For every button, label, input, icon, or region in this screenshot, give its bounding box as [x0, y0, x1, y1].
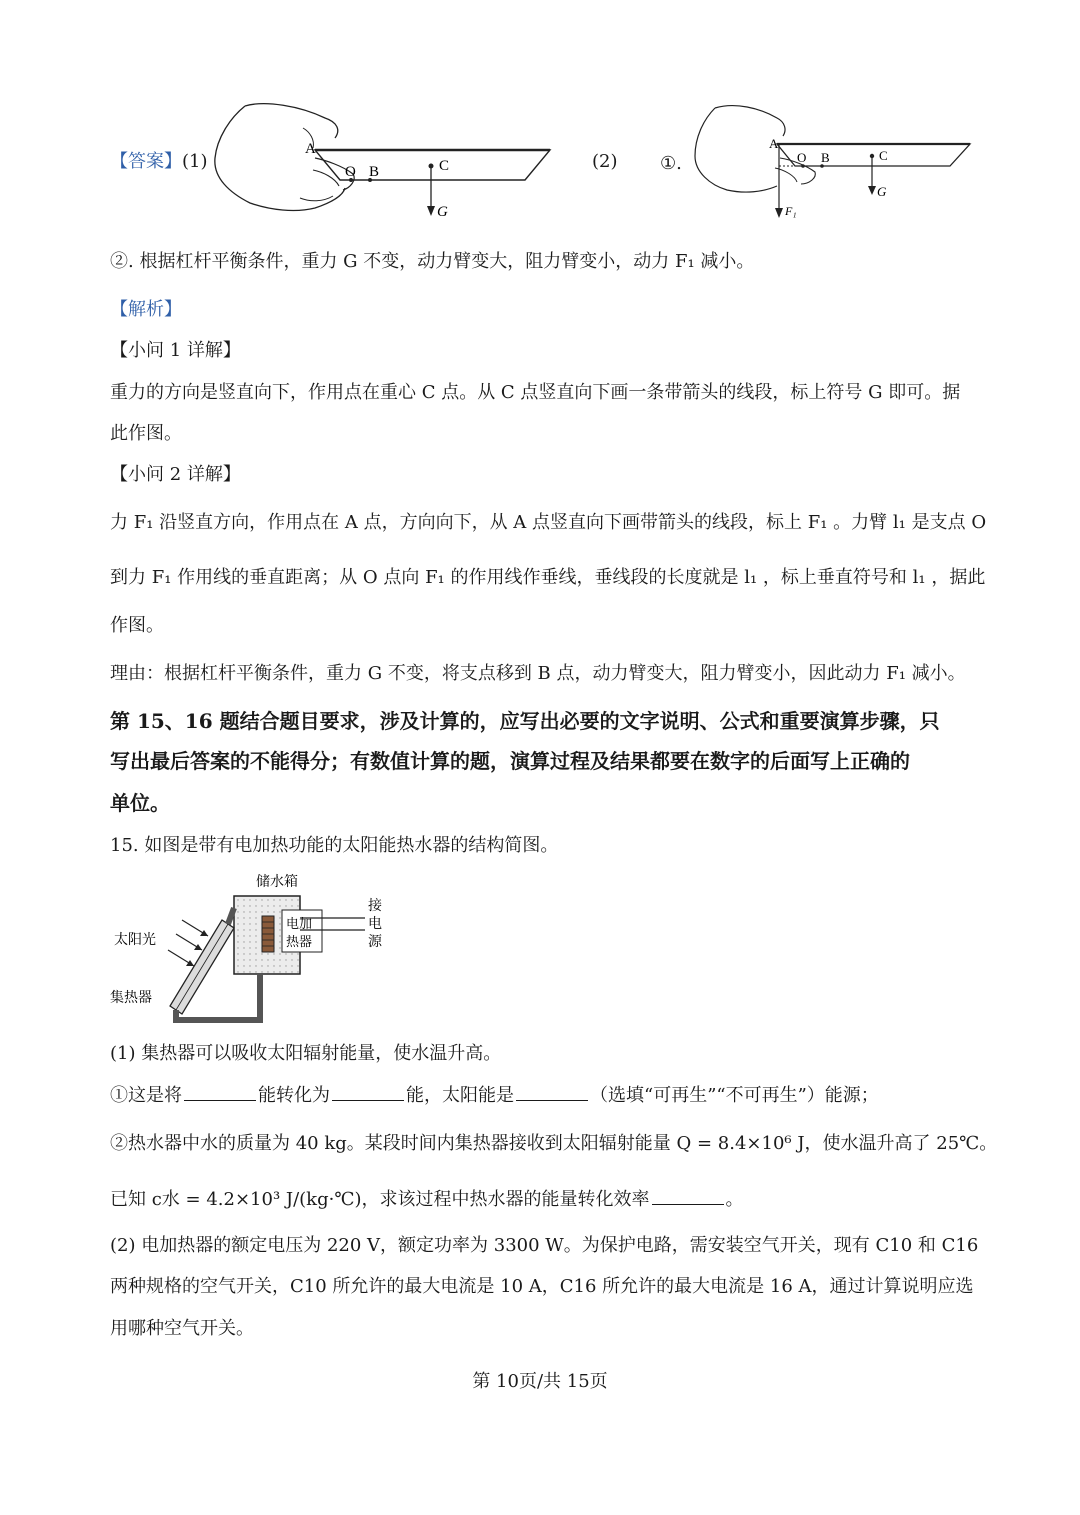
- q1-text-line1: 重力的方向是竖直向下，作用点在重心 C 点。从 C 点竖直向下画一条带箭头的线段，标上符号 G 即可。据: [110, 382, 961, 403]
- q15-sub1-c: 能，太阳能是: [406, 1085, 514, 1106]
- answer-blank-4[interactable]: [652, 1186, 724, 1205]
- answer-part2-sub: ①.: [660, 153, 682, 174]
- fig1-label-A: A: [305, 141, 316, 157]
- fig2-label-G: G: [877, 184, 887, 199]
- q1-header: 【小问 1 详解】: [110, 340, 241, 361]
- instructions-line1: 第 15、16 题结合题目要求，涉及计算的，应写出必要的文字说明、公式和重要演算步骤，只: [110, 709, 940, 733]
- fig1-label-O: O: [345, 164, 356, 180]
- q15-part2-line3: 用哪种空气开关。: [110, 1318, 254, 1339]
- fig-label-power-1: 接: [368, 898, 382, 914]
- q15-sub1: [110, 1082, 879, 1108]
- q15-sub1-b: 能转化为: [258, 1085, 330, 1106]
- fig2-label-B: B: [821, 150, 830, 165]
- answer-label: [110, 150, 208, 174]
- instructions-line3: 单位。: [110, 791, 170, 815]
- lever-figure-2: [685, 100, 975, 225]
- answer-sub2: ②. 根据杠杆平衡条件，重力 G 不变，动力臂变大，阻力臂变小，动力 F₁ 减小。: [110, 251, 755, 272]
- answer-blank-3[interactable]: [516, 1082, 588, 1101]
- q15-part2-line1: (2) 电加热器的额定电压为 220 V，额定功率为 3300 W。为保护电路，需安装空气开关，现有 C10 和 C16: [110, 1235, 979, 1256]
- fig1-label-C: C: [439, 158, 450, 174]
- q2-text-line2: 到力 F₁ 作用线的垂直距离；从 O 点向 F₁ 的作用线作垂线，垂线段的长度就是 l₁ ，标上垂直符号和 l₁ ，据此: [110, 567, 986, 588]
- answer-tag: 【答案】: [110, 151, 182, 172]
- q15-sub2b: [110, 1186, 744, 1212]
- q15-sub2b-b: 。: [725, 1189, 744, 1210]
- answer-part1: (1): [182, 151, 208, 172]
- fig2-label-F1: F₁: [785, 204, 797, 218]
- fig-label-collector: 集热器: [110, 990, 152, 1006]
- q1-text-line2: 此作图。: [110, 423, 182, 444]
- fig2-label-O: O: [797, 150, 807, 165]
- analysis-label: 【解析】: [110, 299, 182, 320]
- analysis-reason: 理由：根据杠杆平衡条件，重力 G 不变，将支点移到 B 点，动力臂变大，阻力臂变小，因此动力 F₁ 减小。: [110, 663, 966, 684]
- q2-text-line3: 作图。: [110, 615, 164, 636]
- answer-blank-1[interactable]: [184, 1082, 256, 1101]
- answer-blank-2[interactable]: [332, 1082, 404, 1101]
- lever-figure-1: [205, 98, 560, 228]
- fig2-label-A: A: [769, 136, 779, 151]
- q15-stem: 15. 如图是带有电加热功能的太阳能热水器的结构简图。: [110, 835, 559, 856]
- fig-label-power-3: 源: [368, 934, 382, 950]
- q15-sub1-d: （选填“可再生”“不可再生”）能源；: [590, 1085, 879, 1106]
- solar-heater-figure: [110, 868, 400, 1028]
- q15-sub2: ②热水器中水的质量为 40 kg。某段时间内集热器接收到太阳辐射能量 Q = 8.4×10⁶ J，使水温升高了 25℃。: [110, 1133, 998, 1154]
- page-footer: 第 10页/共 15页: [472, 1371, 608, 1392]
- fig-label-power-2: 电: [368, 916, 382, 932]
- q15-sub2b-a: 已知 c水 = 4.2×10³ J/(kg·℃)，求该过程中热水器的能量转化效率: [110, 1189, 650, 1210]
- fig-label-heater-1: 电加: [286, 917, 313, 932]
- answer-part2: (2): [592, 151, 618, 172]
- q2-header: 【小问 2 详解】: [110, 464, 241, 485]
- q15-part2-line2: 两种规格的空气开关，C10 所允许的最大电流是 10 A，C16 所允许的最大电流是 16 A，通过计算说明应选: [110, 1276, 974, 1297]
- q2-text-line1: 力 F₁ 沿竖直方向，作用点在 A 点，方向向下，从 A 点竖直向下画带箭头的线段，标上 F₁ 。力臂 l₁ 是支点 O: [110, 512, 987, 533]
- fig-label-tank: 储水箱: [256, 874, 298, 890]
- q15-part1: (1) 集热器可以吸收太阳辐射能量，使水温升高。: [110, 1043, 502, 1064]
- fig1-label-B: B: [369, 164, 380, 180]
- fig1-label-G: G: [437, 204, 448, 220]
- q15-sub1-a: ①这是将: [110, 1085, 182, 1106]
- instructions-line2: 写出最后答案的不能得分；有数值计算的题，演算过程及结果都要在数字的后面写上正确的: [110, 749, 910, 773]
- fig2-label-C: C: [879, 148, 888, 163]
- fig-label-heater-2: 热器: [286, 935, 313, 950]
- fig-label-sunlight: 太阳光: [114, 932, 156, 948]
